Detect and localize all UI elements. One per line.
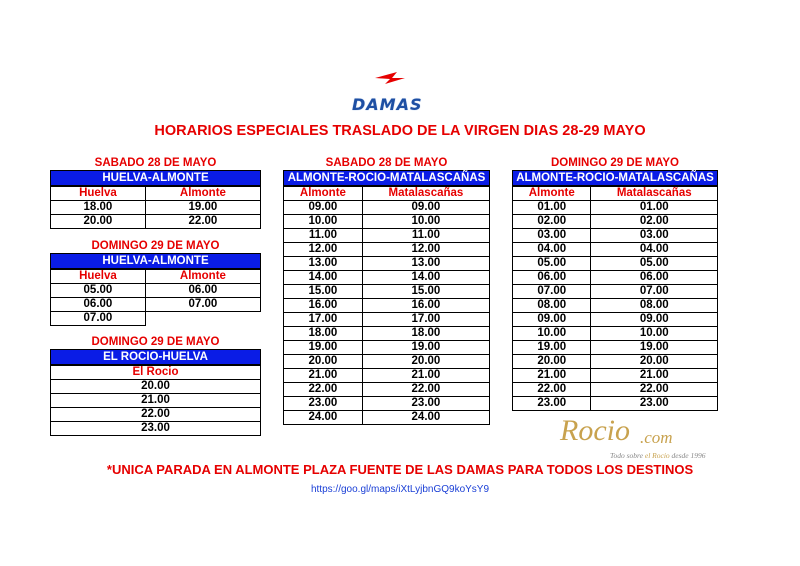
route-label: HUELVA-ALMONTE <box>50 170 261 186</box>
time-cell: 23.00 <box>362 397 489 411</box>
col-header: Almonte <box>284 187 363 201</box>
time-cell: 12.00 <box>284 243 363 257</box>
time-cell: 08.00 <box>591 299 718 313</box>
time-cell: 17.00 <box>362 313 489 327</box>
time-cell: 19.00 <box>145 201 260 215</box>
table-row <box>284 341 490 355</box>
time-cell: 10.00 <box>362 215 489 229</box>
day-label: SABADO 28 DE MAYO <box>94 157 217 169</box>
time-cell: 07.00 <box>513 285 591 299</box>
table-row <box>284 229 490 243</box>
time-cell: 05.00 <box>513 257 591 271</box>
time-cell: 02.00 <box>513 215 591 229</box>
times-table <box>512 186 718 411</box>
time-cell: 19.00 <box>284 341 363 355</box>
time-cell: 22.00 <box>51 408 261 422</box>
table-row <box>51 394 261 408</box>
schedule-sabado-almonte-matalascanas <box>283 156 490 425</box>
time-cell: 06.00 <box>51 298 146 312</box>
time-cell: 11.00 <box>284 229 363 243</box>
schedule-domingo-huelva-almonte <box>50 239 261 326</box>
table-row <box>284 243 490 257</box>
time-cell: 21.00 <box>51 394 261 408</box>
day-label: DOMINGO 29 DE MAYO <box>91 336 220 348</box>
time-cell: 22.00 <box>362 383 489 397</box>
maps-link[interactable]: https://goo.gl/maps/iXtLyjbnGQ9koYsY9 <box>310 484 490 495</box>
time-cell: 12.00 <box>362 243 489 257</box>
time-cell: 07.00 <box>145 298 260 312</box>
empty-cell <box>145 312 260 326</box>
table-row <box>51 215 261 229</box>
table-row <box>513 341 718 355</box>
table-row <box>513 299 718 313</box>
day-label: DOMINGO 29 DE MAYO <box>550 157 680 169</box>
day-label: DOMINGO 29 DE MAYO <box>91 240 220 252</box>
rocio-watermark: Rocio <box>560 414 630 447</box>
time-cell: 02.00 <box>591 215 718 229</box>
col-header: El Rocio <box>51 366 261 380</box>
time-cell: 05.00 <box>51 284 146 298</box>
time-cell: 23.00 <box>513 397 591 411</box>
time-cell: 06.00 <box>145 284 260 298</box>
time-cell: 09.00 <box>362 201 489 215</box>
table-row <box>51 408 261 422</box>
time-cell: 10.00 <box>284 215 363 229</box>
time-cell: 21.00 <box>362 369 489 383</box>
col-header: Huelva <box>51 270 146 284</box>
time-cell: 19.00 <box>591 341 718 355</box>
time-cell: 10.00 <box>591 327 718 341</box>
time-cell: 15.00 <box>362 285 489 299</box>
table-row <box>284 285 490 299</box>
col-header: Almonte <box>145 187 260 201</box>
table-row <box>513 201 718 215</box>
time-cell: 18.00 <box>362 327 489 341</box>
table-row <box>513 271 718 285</box>
rocio-watermark-suffix: .com <box>640 428 673 447</box>
time-cell: 03.00 <box>513 229 591 243</box>
time-cell: 14.00 <box>362 271 489 285</box>
time-cell: 04.00 <box>591 243 718 257</box>
table-row <box>513 383 718 397</box>
route-label: ALMONTE-ROCIO-MATALASCAÑAS <box>283 170 490 186</box>
times-table <box>50 269 261 326</box>
time-cell: 04.00 <box>513 243 591 257</box>
time-cell: 13.00 <box>284 257 363 271</box>
route-label: EL ROCIO-HUELVA <box>50 349 261 365</box>
table-row <box>513 243 718 257</box>
day-label: SABADO 28 DE MAYO <box>325 157 448 169</box>
time-cell: 08.00 <box>513 299 591 313</box>
table-row <box>284 299 490 313</box>
time-cell: 23.00 <box>284 397 363 411</box>
col-header: Matalascañas <box>362 187 489 201</box>
table-row <box>284 383 490 397</box>
table-row <box>284 215 490 229</box>
time-cell: 20.00 <box>362 355 489 369</box>
time-cell: 01.00 <box>513 201 591 215</box>
table-row <box>284 271 490 285</box>
table-row <box>513 215 718 229</box>
col-header: Almonte <box>513 187 591 201</box>
time-cell: 09.00 <box>513 313 591 327</box>
table-row <box>284 369 490 383</box>
time-cell: 18.00 <box>51 201 146 215</box>
tagline-part: el Rocio <box>644 451 670 460</box>
time-cell: 22.00 <box>284 383 363 397</box>
time-cell: 22.00 <box>145 215 260 229</box>
col-header: Matalascañas <box>591 187 718 201</box>
time-cell: 19.00 <box>362 341 489 355</box>
time-cell: 20.00 <box>51 215 146 229</box>
table-row <box>51 380 261 394</box>
time-cell: 03.00 <box>591 229 718 243</box>
times-table <box>50 186 261 229</box>
col-header: Almonte <box>145 270 260 284</box>
table-row <box>513 285 718 299</box>
table-row <box>51 298 261 312</box>
time-cell: 07.00 <box>51 312 146 326</box>
table-row <box>513 257 718 271</box>
table-row <box>51 312 261 326</box>
table-row <box>284 257 490 271</box>
time-cell: 16.00 <box>284 299 363 313</box>
time-cell: 05.00 <box>591 257 718 271</box>
table-row <box>513 327 718 341</box>
time-cell: 06.00 <box>513 271 591 285</box>
table-row <box>513 355 718 369</box>
time-cell: 23.00 <box>51 422 261 436</box>
time-cell: 21.00 <box>513 369 591 383</box>
time-cell: 06.00 <box>591 271 718 285</box>
time-cell: 14.00 <box>284 271 363 285</box>
time-cell: 24.00 <box>362 411 489 425</box>
time-cell: 20.00 <box>51 380 261 394</box>
schedule-domingo-almonte-matalascanas <box>512 156 718 411</box>
time-cell: 21.00 <box>284 369 363 383</box>
time-cell: 15.00 <box>284 285 363 299</box>
schedule-domingo-rocio-huelva <box>50 335 261 436</box>
footer-note: *UNICA PARADA EN ALMONTE PLAZA FUENTE DE LAS DAMAS PARA TODOS LOS DESTINOS <box>106 462 694 477</box>
table-row <box>284 411 490 425</box>
table-row <box>513 369 718 383</box>
time-cell: 19.00 <box>513 341 591 355</box>
times-table <box>283 186 490 425</box>
route-label: HUELVA-ALMONTE <box>50 253 261 269</box>
time-cell: 09.00 <box>591 313 718 327</box>
time-cell: 22.00 <box>513 383 591 397</box>
time-cell: 20.00 <box>591 355 718 369</box>
time-cell: 23.00 <box>591 397 718 411</box>
page-title: HORARIOS ESPECIALES TRASLADO DE LA VIRGEN DIAS 28-29 MAYO <box>154 123 646 139</box>
time-cell: 24.00 <box>284 411 363 425</box>
table-row <box>284 327 490 341</box>
time-cell: 17.00 <box>284 313 363 327</box>
time-cell: 20.00 <box>513 355 591 369</box>
table-row <box>51 201 261 215</box>
time-cell: 20.00 <box>284 355 363 369</box>
table-row <box>284 313 490 327</box>
time-cell: 01.00 <box>591 201 718 215</box>
table-row <box>284 201 490 215</box>
table-row <box>513 229 718 243</box>
schedule-sabado-huelva-almonte <box>50 156 261 229</box>
time-cell: 10.00 <box>513 327 591 341</box>
col-header: Huelva <box>51 187 146 201</box>
damas-logo-text: DAMAS <box>352 95 423 114</box>
time-cell: 13.00 <box>362 257 489 271</box>
time-cell: 11.00 <box>362 229 489 243</box>
times-table <box>50 365 261 436</box>
table-row <box>513 313 718 327</box>
table-row <box>51 422 261 436</box>
rocio-tagline <box>610 451 706 460</box>
time-cell: 18.00 <box>284 327 363 341</box>
time-cell: 21.00 <box>591 369 718 383</box>
tagline-part: Todo sobre <box>610 451 645 460</box>
time-cell: 07.00 <box>591 285 718 299</box>
time-cell: 16.00 <box>362 299 489 313</box>
table-row <box>513 397 718 411</box>
table-row <box>51 284 261 298</box>
tagline-part: desde 1996 <box>669 451 706 460</box>
table-row <box>284 397 490 411</box>
time-cell: 22.00 <box>591 383 718 397</box>
route-label: ALMONTE-ROCIO-MATALASCAÑAS <box>512 170 718 186</box>
table-row <box>284 355 490 369</box>
time-cell: 09.00 <box>284 201 363 215</box>
